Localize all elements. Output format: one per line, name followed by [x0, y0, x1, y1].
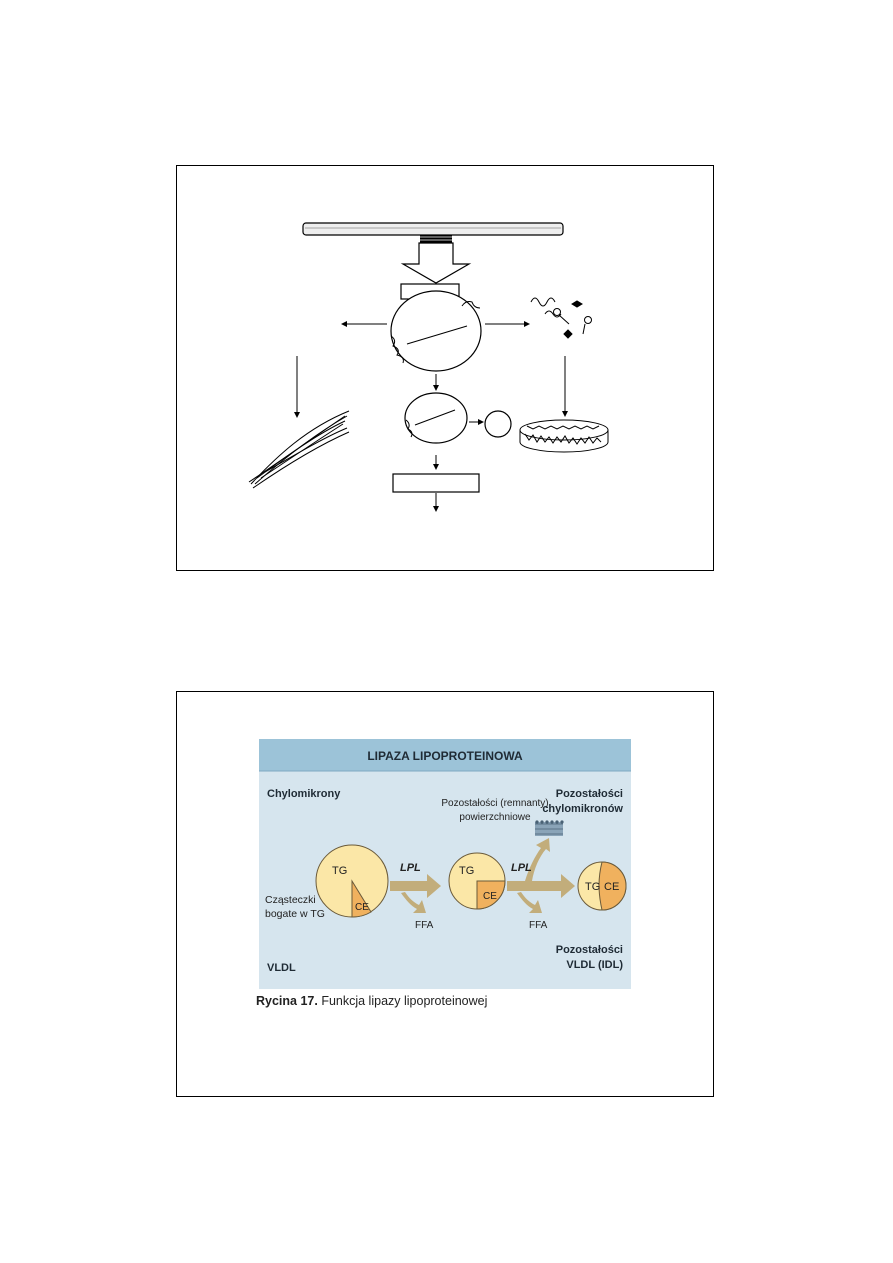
label-czasteczki-1: Cząsteczki: [265, 894, 316, 906]
ce-label-3: CE: [604, 881, 620, 893]
label-vldl: VLDL: [267, 962, 296, 974]
bottom-box: [393, 474, 479, 492]
enzyme-label-2: LPL: [511, 862, 532, 874]
circle-node: [485, 411, 511, 437]
tg-label-3: TG: [585, 881, 601, 893]
label-remnanty-1: Pozostałości (remnanty): [441, 798, 549, 809]
cell-small: [405, 393, 467, 443]
tg-label-2: TG: [459, 865, 475, 877]
cell-large: [391, 291, 481, 371]
banner-title: LIPAZA LIPOPROTEINOWA: [367, 749, 523, 763]
product-label-2: FFA: [529, 920, 548, 931]
slide-1: [176, 165, 714, 571]
label-czasteczki-2: bogate w TG: [265, 908, 325, 920]
vesicle-disc: [520, 420, 608, 452]
surface-remnant-icon: [535, 820, 564, 836]
figure-caption: [256, 994, 487, 1008]
label-remnanty-2: powierzchniowe: [459, 812, 531, 823]
particle-chylomicron: [316, 845, 388, 917]
lipase-figure: [177, 692, 715, 1098]
enzyme-label-1: LPL: [400, 862, 421, 874]
ce-label-1: CE: [355, 902, 369, 913]
caption-text: Funkcja lipazy lipoproteinowej: [317, 994, 488, 1008]
ce-label-2: CE: [483, 891, 497, 902]
big-down-arrow: [403, 243, 469, 283]
tg-label-1: TG: [332, 865, 348, 877]
product-label-1: FFA: [415, 920, 434, 931]
slide-2: [176, 691, 714, 1097]
fiber-bundle: [249, 411, 349, 488]
label-vldl-remnants-1: Pozostałości: [555, 944, 623, 956]
label-chylo-remnants-1: Pozostałości: [555, 788, 623, 800]
label-vldl-remnants-2: VLDL (IDL): [566, 959, 623, 971]
receptor: [420, 235, 452, 243]
label-chylomikrony: Chylomikrony: [267, 788, 341, 800]
caption-number: Rycina 17.: [256, 994, 318, 1008]
cell-signalling-diagram: [177, 166, 715, 572]
label-chylo-remnants-2: chylomikronów: [542, 803, 623, 815]
membrane-bar: [303, 223, 563, 235]
molecule-cluster: [531, 298, 592, 338]
